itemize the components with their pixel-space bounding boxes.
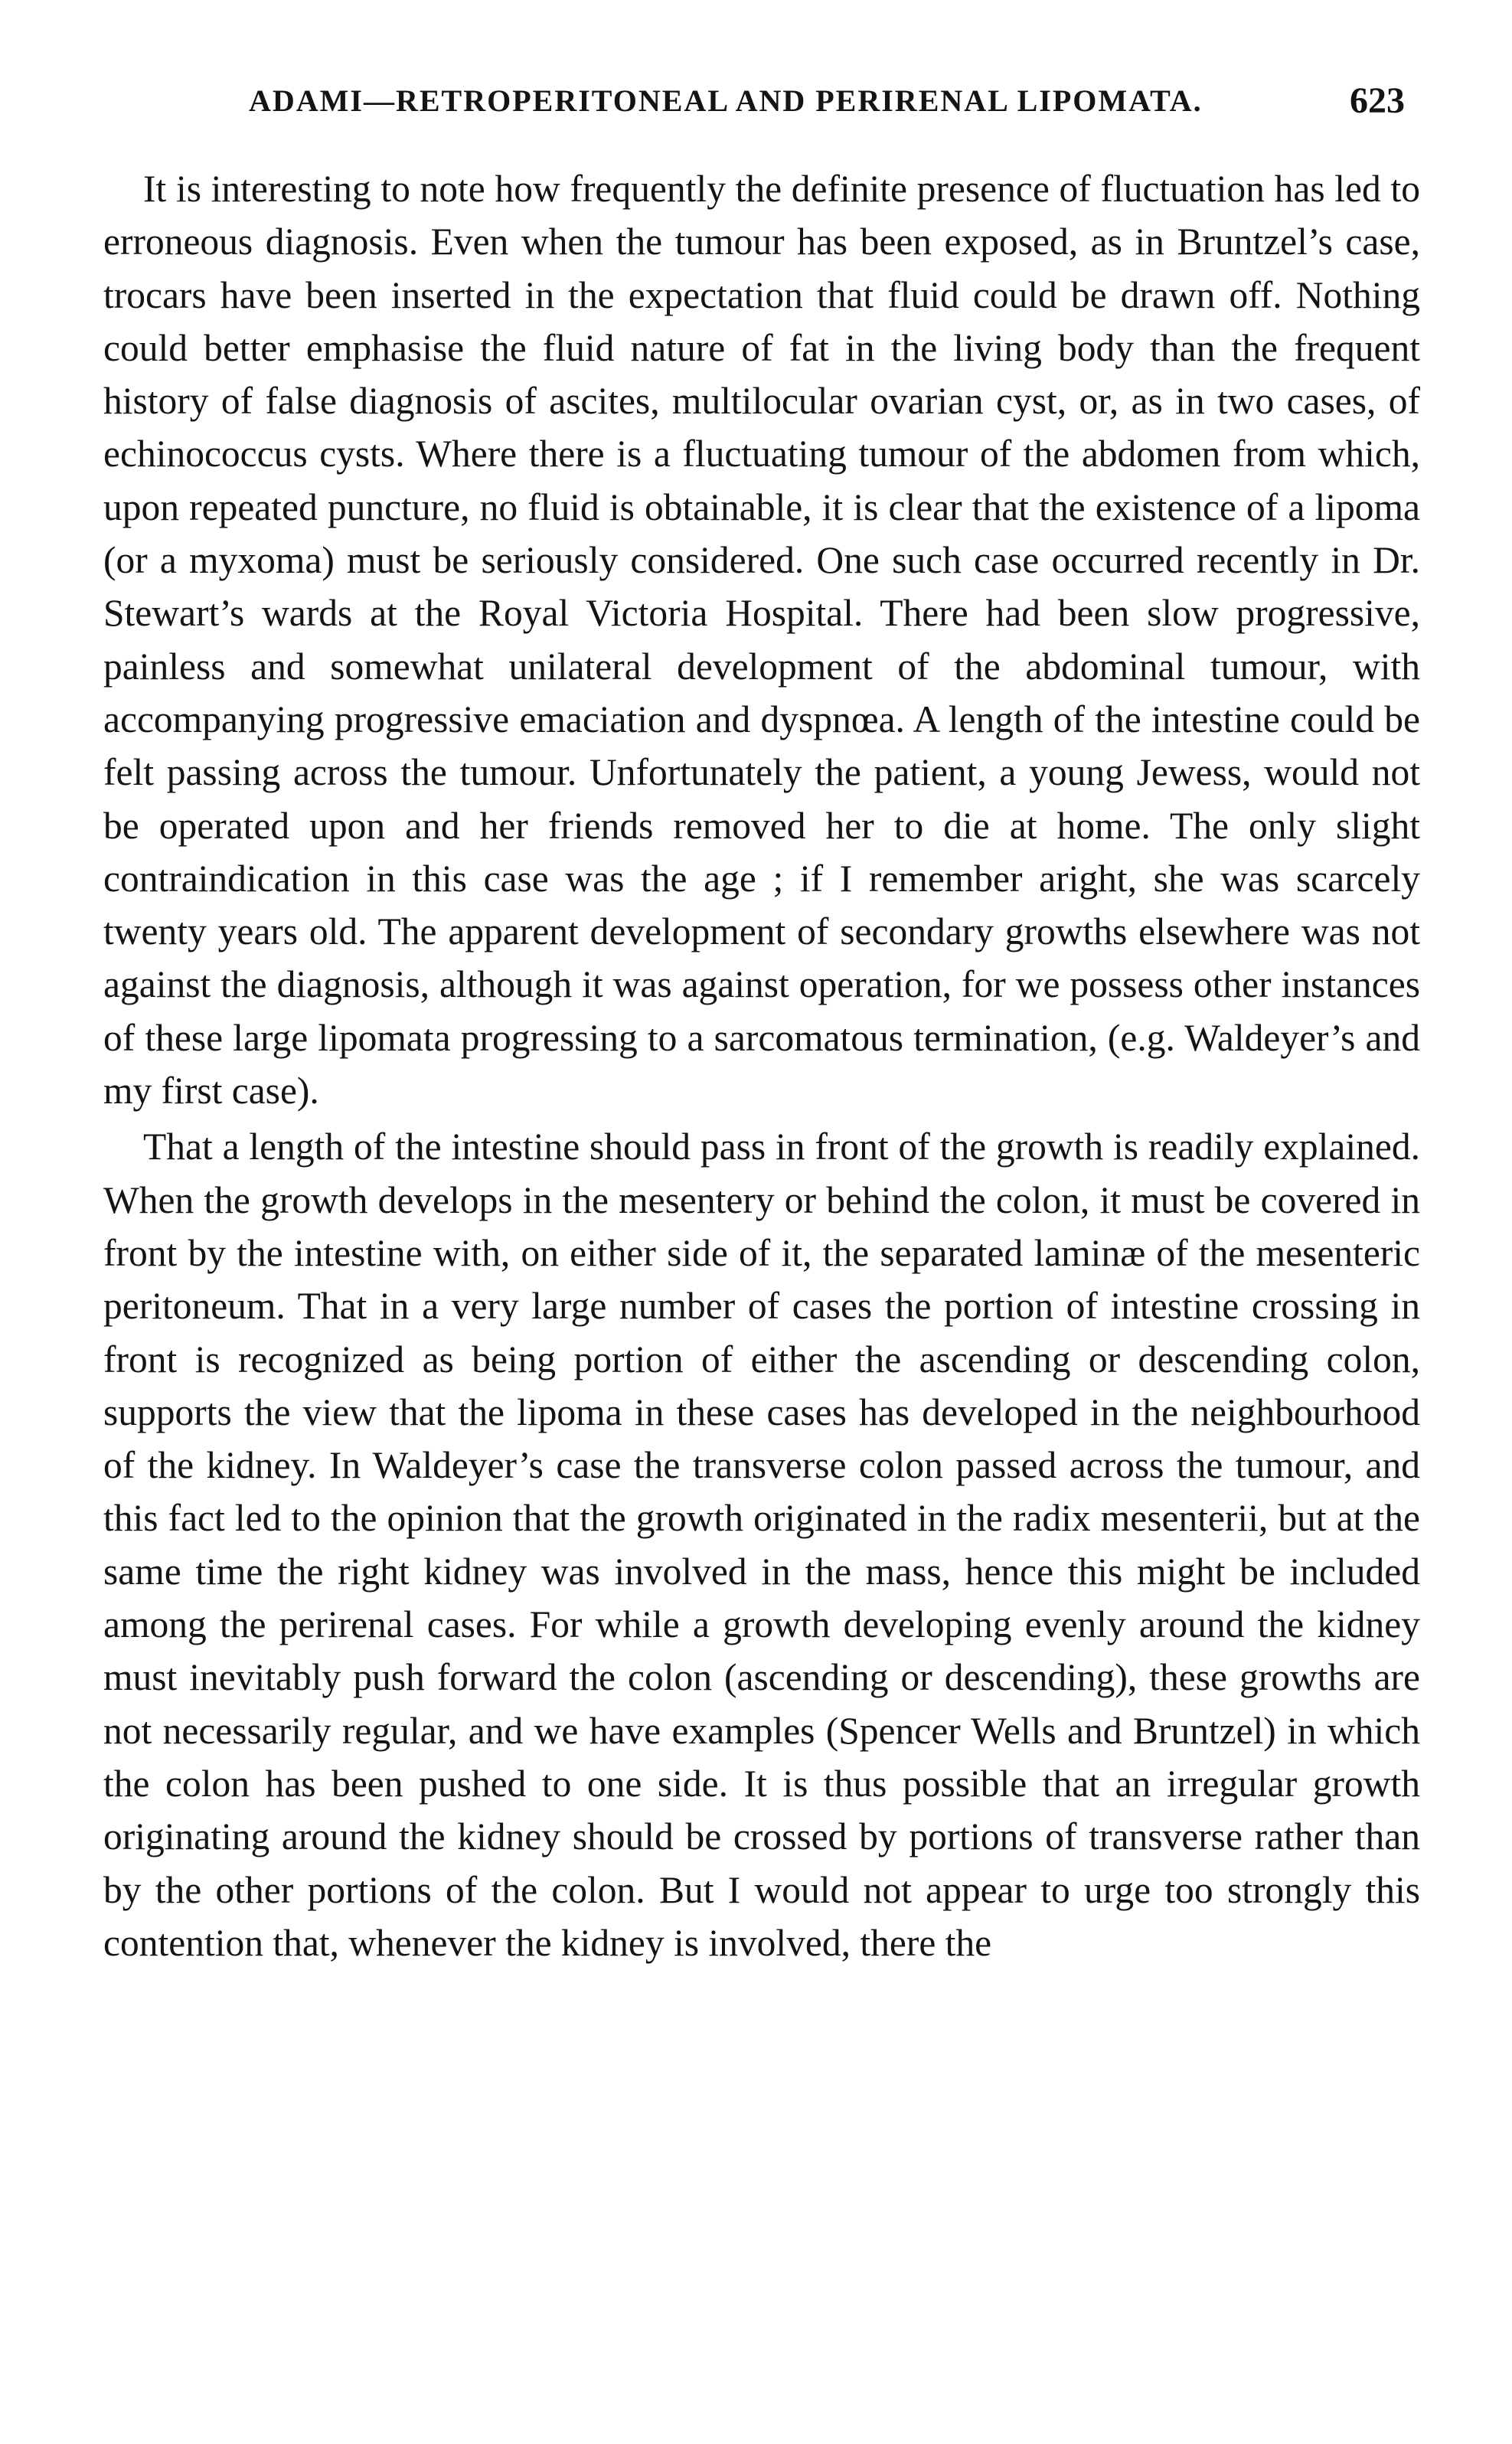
body-text (103, 162, 1420, 1969)
page-number: 623 (1350, 80, 1405, 121)
running-head (103, 80, 1420, 129)
paragraph: It is interesting to note how frequently the definite presence of fluctuation has led to erroneous diagnosis. Even when the tumour has been exposed, as in Bruntzel’s case, trocars have been inserted in the expectation that fluid could be drawn off. Nothing could better emphasise the fluid nature of fat in the living body than the frequent history of false diagnosis of ascites, multilocular ovarian cyst, or, as in two cases, of echinococcus cysts. Where there is a fluctuating tumour of the abdomen from which, upon repeated puncture, no fluid is obtainable, it is clear that the existence of a lipoma (or a myxoma) must be seriously considered. One such case occurred recently in Dr. Stewart’s wards at the Royal Victoria Hospital. There had been slow progressive, painless and somewhat unilateral development of the abdominal tumour, with accompanying progressive emaciation and dyspnœa. A length of the intestine could be felt passing across the tumour. Unfortunately the patient, a young Jewess, would not be operated upon and her friends removed her to die at home. The only slight contraindication in this case was the age ; if I remember aright, she was scarcely twenty years old. The apparent development of secondary growths elsewhere was not against the diagnosis, although it was against operation, for we possess other instances of these large lipomata progressing to a sarcomatous termination, (e.g. Waldeyer’s and my first case). (103, 168, 1420, 1113)
paragraph: That a length of the intestine should pass in front of the growth is readily explained. When the growth develops in the mesentery or behind the colon, it must be covered in front by the intestine with, on either side of it, the separated laminæ of the mesenteric peritoneum. That in a very large number of cases the portion of intestine crossing in front is recognized as being portion of either the ascending or descending colon, supports the view that the lipoma in these cases has developed in the neighbourhood of the kidney. In Waldeyer’s case the transverse colon passed across the tumour, and this fact led to the opinion that the growth originated in the radix mesenterii, but at the same time the right kidney was involved in the mass, hence this might be included among the perirenal cases. For while a growth developing evenly around the kidney must inevitably push forward the colon (ascending or descending), these growths are not necessarily regular, and we have examples (Spencer Wells and Bruntzel) in which the colon has been pushed to one side. It is thus possible that an irregular growth originating around the kidney should be crossed by portions of transverse rather than by the other portions of the colon. But I would not appear to urge too strongly this contention that, whenever the kidney is involved, there the (103, 1126, 1420, 1964)
running-title: ADAMI—RETROPERITONEAL AND PERIRENAL LIPOMATA. (249, 83, 1203, 118)
